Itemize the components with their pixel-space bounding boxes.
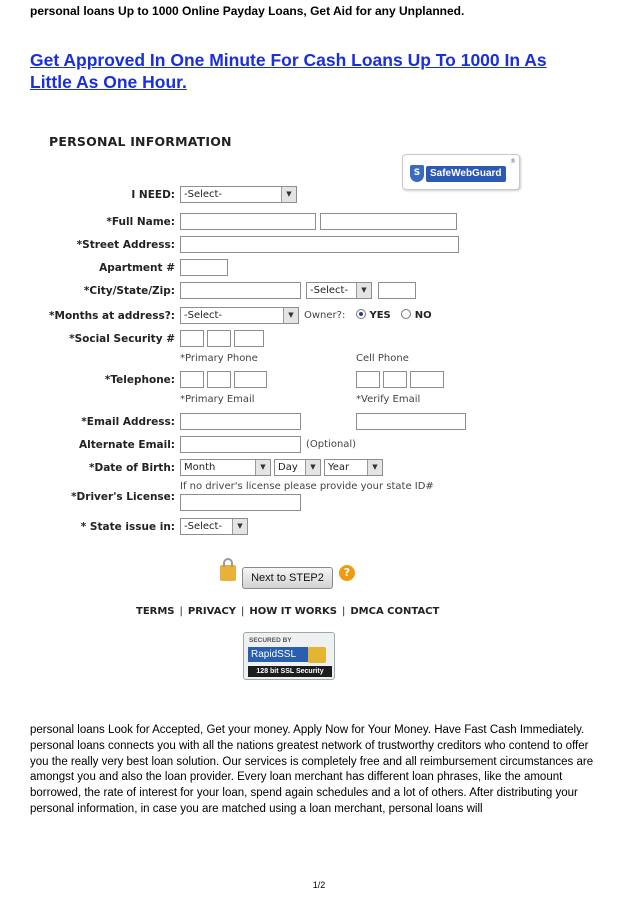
page-number: 1/2	[312, 880, 326, 890]
need-select[interactable]	[180, 186, 297, 203]
ssl-secured-by: SECURED BY	[249, 637, 292, 644]
city-input[interactable]	[180, 282, 301, 299]
telephone-label: *Telephone:	[104, 374, 175, 386]
body-text	[30, 723, 610, 818]
owner-no-label: NO	[414, 310, 432, 321]
owner-yes-label: YES	[369, 310, 391, 321]
dob-label: *Date of Birth:	[89, 462, 175, 474]
need-select-value: -Select-	[184, 189, 223, 200]
birth-month-value: Month	[184, 462, 216, 473]
chevron-down-icon: ▼	[281, 187, 296, 202]
form-heading: PERSONAL INFORMATION	[49, 134, 232, 149]
birth-year-select[interactable]	[324, 459, 383, 476]
application-form-image	[30, 112, 590, 712]
need-label: I NEED:	[131, 189, 175, 201]
email-label: *Email Address:	[81, 416, 175, 428]
months-select[interactable]	[180, 307, 299, 324]
state-issue-label: * State issue in:	[80, 521, 175, 533]
terms-link[interactable]: TERMS	[136, 606, 175, 617]
ssn-part2-input[interactable]	[207, 330, 231, 347]
badge-registered-mark: ®	[510, 158, 516, 165]
cell-phone-note: Cell Phone	[356, 353, 409, 364]
last-name-input[interactable]	[320, 213, 457, 230]
zip-input[interactable]	[378, 282, 416, 299]
padlock-icon	[308, 647, 326, 663]
birth-month-select[interactable]	[180, 459, 271, 476]
phone-prefix-input[interactable]	[207, 371, 231, 388]
document-header: personal loans Up to 1000 Online Payday Loans, Get Aid for any Unplanned.	[30, 4, 465, 18]
page-title[interactable]: Get Approved In One Minute For Cash Loans Up To 1000 In As Little As One Hour.	[30, 50, 547, 92]
birth-day-select[interactable]	[274, 459, 321, 476]
body-paragraph-1: personal loans Look for Accepted, Get your money. Apply Now for Your Money. Have Fast Cash Immediately.	[30, 724, 585, 736]
ssn-label: *Social Security #	[69, 333, 175, 345]
ssl-strength: 128 bit SSL Security	[248, 666, 332, 677]
rapidssl-seal	[243, 632, 335, 680]
safewebguard-badge	[402, 154, 520, 190]
drivers-license-input[interactable]	[180, 494, 301, 511]
chevron-down-icon: ▼	[356, 283, 371, 298]
state-select-value: -Select-	[310, 285, 349, 296]
shield-icon: S	[410, 165, 424, 182]
ssn-part1-input[interactable]	[180, 330, 204, 347]
months-at-address-label: *Months at address?:	[49, 310, 175, 322]
cell-area-input[interactable]	[356, 371, 380, 388]
dmca-contact-link[interactable]: DMCA CONTACT	[350, 606, 440, 617]
state-select[interactable]	[306, 282, 372, 299]
birth-day-value: Day	[278, 462, 298, 473]
city-state-zip-label: *City/State/Zip:	[83, 285, 175, 297]
how-it-works-link[interactable]: HOW IT WORKS	[249, 606, 337, 617]
ssn-part3-input[interactable]	[234, 330, 264, 347]
apartment-label: Apartment #	[99, 262, 175, 274]
verify-email-input[interactable]	[356, 413, 466, 430]
optional-note: (Optional)	[306, 439, 357, 450]
chevron-down-icon: ▼	[367, 460, 382, 475]
chevron-down-icon: ▼	[283, 308, 298, 323]
alternate-email-input[interactable]	[180, 436, 301, 453]
alternate-email-label: Alternate Email:	[79, 439, 175, 451]
drivers-license-label: *Driver's License:	[71, 491, 175, 503]
body-paragraph-2: personal loans connects you with all the nations greatest network of trustworthy creditors who contend to offer you the really very best loan solution. Our services is completely free and all reimbursement circumstances are amongst you and also the loan provider. Every loan merchant has different loan phrases, like the amount borrowed, the rate of interest for your loan, spend again schedules and a lot of others. After distributing your personal information, in case you are matched using a loan merchant, personal loans will	[30, 739, 594, 815]
email-input[interactable]	[180, 413, 301, 430]
link-separator: |	[179, 606, 183, 617]
owner-no-radio[interactable]	[401, 309, 411, 319]
chevron-down-icon: ▼	[255, 460, 270, 475]
phone-area-input[interactable]	[180, 371, 204, 388]
next-step-button[interactable]: Next to STEP2	[242, 567, 333, 589]
owner-yes-radio[interactable]	[356, 309, 366, 319]
chevron-down-icon: ▼	[232, 519, 247, 534]
lock-icon	[220, 565, 236, 581]
link-separator: |	[241, 606, 245, 617]
cell-prefix-input[interactable]	[383, 371, 407, 388]
badge-text: SafeWebGuard	[426, 166, 506, 182]
state-issue-value: -Select-	[184, 521, 223, 532]
full-name-label: *Full Name:	[106, 216, 175, 228]
state-issue-select[interactable]	[180, 518, 248, 535]
footer-links	[136, 606, 439, 617]
street-address-input[interactable]	[180, 236, 459, 253]
cell-line-input[interactable]	[410, 371, 444, 388]
ssl-brand: RapidSSL	[248, 647, 308, 662]
link-separator: |	[342, 606, 346, 617]
apartment-input[interactable]	[180, 259, 228, 276]
first-name-input[interactable]	[180, 213, 316, 230]
help-icon[interactable]: ?	[339, 565, 355, 581]
birth-year-value: Year	[328, 462, 350, 473]
primary-phone-note: *Primary Phone	[180, 353, 258, 364]
license-hint: If no driver's license please provide your state ID#	[180, 481, 434, 492]
chevron-down-icon: ▼	[305, 460, 320, 475]
owner-radio-group	[356, 309, 432, 321]
months-select-value: -Select-	[184, 310, 223, 321]
phone-line-input[interactable]	[234, 371, 267, 388]
owner-label: Owner?:	[304, 310, 346, 321]
primary-email-note: *Primary Email	[180, 394, 255, 405]
privacy-link[interactable]: PRIVACY	[187, 606, 237, 617]
street-address-label: *Street Address:	[76, 239, 175, 251]
verify-email-note: *Verify Email	[356, 394, 421, 405]
